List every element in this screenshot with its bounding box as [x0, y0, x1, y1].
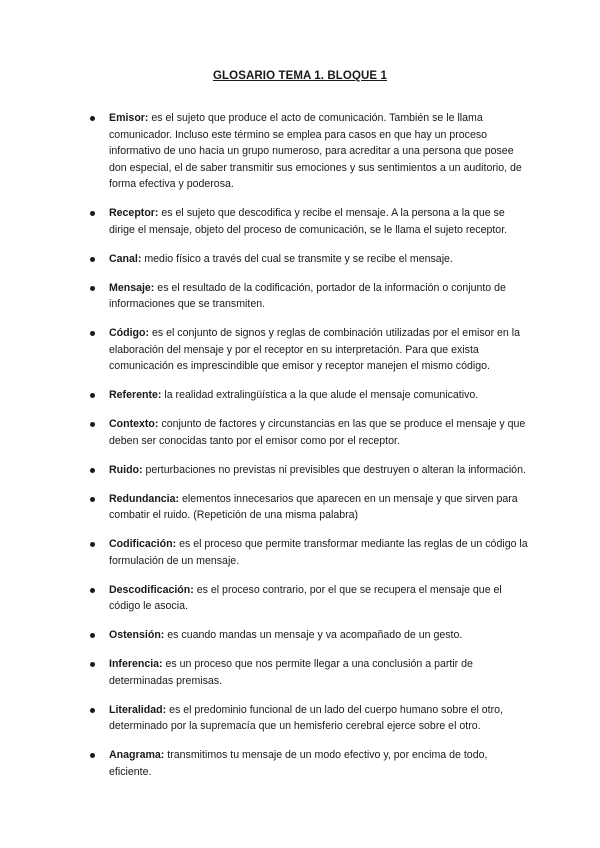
glossary-entry: [109, 280, 529, 313]
entry-term: Código:: [109, 327, 150, 339]
glossary-entry: [109, 491, 529, 524]
bullet-icon: [90, 753, 95, 758]
glossary-entry: [109, 387, 529, 404]
entry-definition: conjunto de factores y circunstancias en las que se produce el mensaje y que deben ser conocidas tanto por el emisor como por el receptor.: [109, 418, 526, 447]
entry-term: Emisor:: [109, 112, 149, 124]
entry-term: Ostensión:: [109, 629, 165, 641]
entry-definition: medio físico a través del cual se transmite y se recibe el mensaje.: [144, 252, 453, 265]
glossary-entry: [109, 536, 529, 569]
glossary-entry: [109, 251, 529, 268]
bullet-icon: [90, 393, 95, 398]
entry-term: Contexto:: [109, 418, 159, 430]
entry-term: Ruido:: [109, 463, 143, 476]
entry-definition: es el conjunto de signos y reglas de combinación utilizadas por el emisor en la elaboración del mensaje y por el receptor en su interpretación. Para que exista comunicación es imprescindible que emisor y receptor manejen el mismo código.: [109, 327, 521, 372]
entry-definition: es cuando mandas un mensaje y va acompañado de un gesto.: [167, 629, 463, 641]
glossary-list: [0, 110, 600, 780]
bullet-icon: [90, 497, 95, 502]
glossary-entry: [109, 462, 529, 479]
entry-term: Literalidad:: [109, 703, 167, 716]
entry-term: Referente:: [109, 389, 162, 401]
entry-definition: es el sujeto que produce el acto de comunicación. También se le llama comunicador. Incluso este término se emplea para casos en que hay un proceso informativo de uno hacia un grupo numeroso, para acreditar a una persona que posee don especial, el de saber transmitir sus emociones y sus sentimientos a un auditorio, de forma efectiva y poderosa.: [109, 112, 522, 190]
glossary-entry: [109, 747, 529, 780]
glossary-entry: [109, 656, 529, 689]
entry-term: Descodificación:: [109, 583, 194, 596]
bullet-icon: [90, 422, 95, 427]
glossary-entry: [109, 627, 529, 644]
entry-term: Mensaje:: [109, 281, 155, 294]
glossary-entry: [109, 325, 529, 375]
bullet-icon: [90, 331, 95, 336]
bullet-icon: [90, 662, 95, 667]
entry-term: Anagrama:: [109, 749, 165, 761]
entry-definition: es el predominio funcional de un lado del cuerpo humano sobre el otro, determinado por la supremacía que un hemisferio cerebral ejerce sobre el otro.: [109, 703, 503, 732]
glossary-entry: [109, 702, 529, 735]
bullet-icon: [90, 468, 95, 473]
entry-definition: perturbaciones no previstas ni previsibles que destruyen o alteran la información.: [145, 463, 526, 476]
entry-definition: es el proceso contrario, por el que se recupera el mensaje que el código le asocia.: [109, 583, 502, 612]
entry-term: Codificación:: [109, 538, 177, 550]
bullet-icon: [90, 116, 95, 121]
entry-definition: elementos innecesarios que aparecen en un mensaje y que sirven para combatir el ruido. (Repetición de una misma palabra): [109, 492, 518, 521]
glossary-entry: [109, 110, 529, 193]
glossary-entry: [109, 416, 529, 449]
bullet-icon: [90, 257, 95, 262]
entry-definition: es el resultado de la codificación, portador de la información o conjunto de informaciones que se transmiten.: [109, 281, 506, 310]
glossary-entry: [109, 205, 529, 238]
bullet-icon: [90, 633, 95, 638]
entry-definition: la realidad extralingüística a la que alude el mensaje comunicativo.: [164, 389, 479, 401]
entry-term: Inferencia:: [109, 658, 163, 670]
entry-term: Canal:: [109, 252, 142, 265]
entry-term: Receptor:: [109, 207, 159, 219]
entry-definition: es el proceso que permite transformar mediante las reglas de un código la formulación de un mensaje.: [109, 538, 528, 567]
entry-term: Redundancia:: [109, 492, 180, 505]
bullet-icon: [90, 542, 95, 547]
bullet-icon: [90, 211, 95, 216]
entry-definition: es el sujeto que descodifica y recibe el mensaje. A la persona a la que se dirige el mensaje, objeto del proceso de comunicación, se le llama el sujeto receptor.: [109, 207, 508, 236]
entry-definition: transmitimos tu mensaje de un modo efectivo y, por encima de todo, eficiente.: [109, 749, 488, 778]
bullet-icon: [90, 286, 95, 291]
entry-definition: es un proceso que nos permite llegar a una conclusión a partir de determinadas premisas.: [109, 658, 473, 687]
bullet-icon: [90, 708, 95, 713]
page-title: GLOSARIO TEMA 1. BLOQUE 1: [213, 70, 387, 82]
bullet-icon: [90, 588, 95, 593]
glossary-entry: [109, 582, 529, 615]
